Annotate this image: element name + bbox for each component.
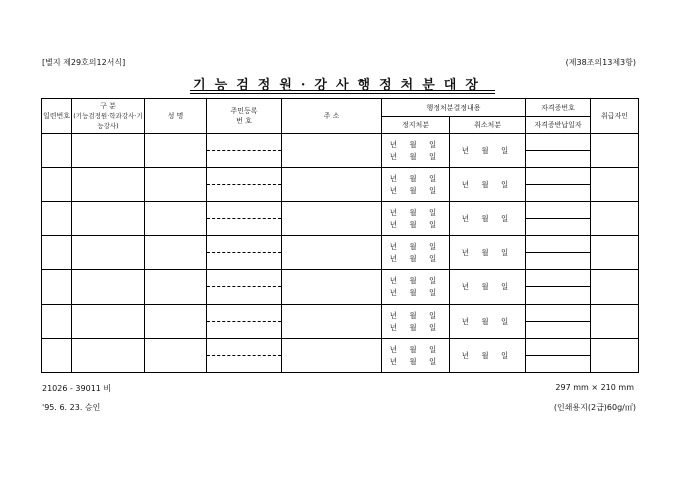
date-label: 년 월 일 bbox=[461, 282, 514, 292]
header-handler: 취급자인 bbox=[591, 99, 639, 134]
cell-name[interactable] bbox=[145, 270, 207, 304]
paper-size: 297 mm × 210 mm bbox=[555, 383, 634, 392]
cell-resident-no[interactable] bbox=[207, 304, 282, 338]
date-label: 년 월 일 bbox=[389, 185, 442, 195]
date-label: 년 월 일 bbox=[389, 254, 442, 264]
cell-cert[interactable] bbox=[526, 270, 591, 304]
document-title: 기능검정원·강사행정처분대장 bbox=[193, 78, 487, 93]
cell-handler[interactable] bbox=[591, 338, 639, 372]
law-reference: (제38조의13제3항) bbox=[565, 58, 636, 67]
cell-resident-no[interactable] bbox=[207, 270, 282, 304]
cell-address[interactable] bbox=[282, 201, 382, 235]
header-admin-action: 행정처분결정내용 bbox=[382, 99, 526, 117]
cell-name[interactable] bbox=[145, 304, 207, 338]
cell-handler[interactable] bbox=[591, 304, 639, 338]
cell-handler[interactable] bbox=[591, 236, 639, 270]
cell-suspension-dates[interactable] bbox=[382, 133, 450, 167]
date-label: 년 월 일 bbox=[461, 179, 514, 189]
cell-suspension-dates[interactable] bbox=[382, 270, 450, 304]
cell-cancellation-date[interactable] bbox=[450, 201, 526, 235]
cell-reg-no[interactable] bbox=[42, 270, 72, 304]
form-reference: [별지 제29호의12서식] bbox=[42, 58, 126, 67]
cell-cert[interactable] bbox=[526, 304, 591, 338]
date-label: 년 월 일 bbox=[389, 173, 442, 183]
cell-category[interactable] bbox=[72, 270, 145, 304]
cell-address[interactable] bbox=[282, 167, 382, 201]
cell-address[interactable] bbox=[282, 338, 382, 372]
date-label: 년 월 일 bbox=[389, 208, 442, 218]
date-label: 년 월 일 bbox=[389, 344, 442, 354]
cell-resident-no[interactable] bbox=[207, 201, 282, 235]
cell-name[interactable] bbox=[145, 201, 207, 235]
cell-resident-no[interactable] bbox=[207, 133, 282, 167]
header-reg-no: 일련번호 bbox=[42, 99, 72, 134]
cell-address[interactable] bbox=[282, 270, 382, 304]
cell-cert[interactable] bbox=[526, 236, 591, 270]
date-label: 년 월 일 bbox=[461, 316, 514, 326]
cell-cancellation-date[interactable] bbox=[450, 338, 526, 372]
cell-reg-no[interactable] bbox=[42, 201, 72, 235]
cell-cancellation-date[interactable] bbox=[450, 167, 526, 201]
cell-name[interactable] bbox=[145, 338, 207, 372]
date-label: 년 월 일 bbox=[389, 151, 442, 161]
cell-cert[interactable] bbox=[526, 201, 591, 235]
cell-category[interactable] bbox=[72, 167, 145, 201]
cell-category[interactable] bbox=[72, 304, 145, 338]
table-row bbox=[42, 270, 639, 304]
cell-handler[interactable] bbox=[591, 201, 639, 235]
form-code: 21026 - 39011 비 bbox=[42, 384, 112, 393]
cell-address[interactable] bbox=[282, 304, 382, 338]
header-cert-no: 자격증번호 bbox=[526, 99, 591, 117]
cell-cancellation-date[interactable] bbox=[450, 304, 526, 338]
cell-category[interactable] bbox=[72, 133, 145, 167]
cell-suspension-dates[interactable] bbox=[382, 167, 450, 201]
header-name: 성 명 bbox=[145, 99, 207, 134]
cell-name[interactable] bbox=[145, 236, 207, 270]
table-row bbox=[42, 304, 639, 338]
table-row bbox=[42, 338, 639, 372]
header-cert-return: 자격증반납일자 bbox=[526, 117, 591, 133]
title-underline-double bbox=[190, 93, 495, 94]
cell-cancellation-date[interactable] bbox=[450, 270, 526, 304]
cell-reg-no[interactable] bbox=[42, 133, 72, 167]
cell-suspension-dates[interactable] bbox=[382, 304, 450, 338]
header-cancellation: 취소처분 bbox=[450, 117, 526, 133]
date-label: 년 월 일 bbox=[461, 350, 514, 360]
cell-address[interactable] bbox=[282, 133, 382, 167]
approval-date: '95. 6. 23. 승인 bbox=[42, 403, 101, 412]
cell-reg-no[interactable] bbox=[42, 236, 72, 270]
date-label: 년 월 일 bbox=[461, 145, 514, 155]
cell-handler[interactable] bbox=[591, 167, 639, 201]
cell-resident-no[interactable] bbox=[207, 167, 282, 201]
date-label: 년 월 일 bbox=[389, 276, 442, 286]
table-row bbox=[42, 167, 639, 201]
cell-handler[interactable] bbox=[591, 270, 639, 304]
cell-suspension-dates[interactable] bbox=[382, 201, 450, 235]
table-row bbox=[42, 236, 639, 270]
cell-resident-no[interactable] bbox=[207, 236, 282, 270]
date-label: 년 월 일 bbox=[389, 288, 442, 298]
header-suspension: 정지처분 bbox=[382, 117, 450, 133]
date-label: 년 월 일 bbox=[389, 310, 442, 320]
table-row bbox=[42, 133, 639, 167]
cell-reg-no[interactable] bbox=[42, 338, 72, 372]
cell-name[interactable] bbox=[145, 133, 207, 167]
cell-category[interactable] bbox=[72, 236, 145, 270]
cell-handler[interactable] bbox=[591, 133, 639, 167]
paper-spec: (인쇄용지(2급)60g/㎡) bbox=[553, 403, 636, 412]
admin-action-ledger-table bbox=[41, 98, 639, 373]
date-label: 년 월 일 bbox=[389, 220, 442, 230]
cell-name[interactable] bbox=[145, 167, 207, 201]
date-label: 년 월 일 bbox=[389, 242, 442, 252]
cell-cancellation-date[interactable] bbox=[450, 133, 526, 167]
cell-address[interactable] bbox=[282, 236, 382, 270]
date-label: 년 월 일 bbox=[461, 248, 514, 258]
header-category: 구 분 (기능검정원·학과강사·기능강사) bbox=[72, 99, 145, 134]
date-label: 년 월 일 bbox=[389, 322, 442, 332]
header-resident-no: 주민등록 번 호 bbox=[207, 99, 282, 134]
cell-suspension-dates[interactable] bbox=[382, 236, 450, 270]
cell-reg-no[interactable] bbox=[42, 304, 72, 338]
cell-reg-no[interactable] bbox=[42, 167, 72, 201]
title-underline bbox=[190, 90, 495, 91]
cell-cert[interactable] bbox=[526, 338, 591, 372]
cell-resident-no[interactable] bbox=[207, 338, 282, 372]
date-label: 년 월 일 bbox=[461, 214, 514, 224]
date-label: 년 월 일 bbox=[389, 356, 442, 366]
cell-cert[interactable] bbox=[526, 133, 591, 167]
table-row bbox=[42, 201, 639, 235]
cell-cancellation-date[interactable] bbox=[450, 236, 526, 270]
cell-cert[interactable] bbox=[526, 167, 591, 201]
cell-category[interactable] bbox=[72, 201, 145, 235]
cell-category[interactable] bbox=[72, 338, 145, 372]
date-label: 년 월 일 bbox=[389, 139, 442, 149]
cell-suspension-dates[interactable] bbox=[382, 338, 450, 372]
header-address: 주 소 bbox=[282, 99, 382, 134]
